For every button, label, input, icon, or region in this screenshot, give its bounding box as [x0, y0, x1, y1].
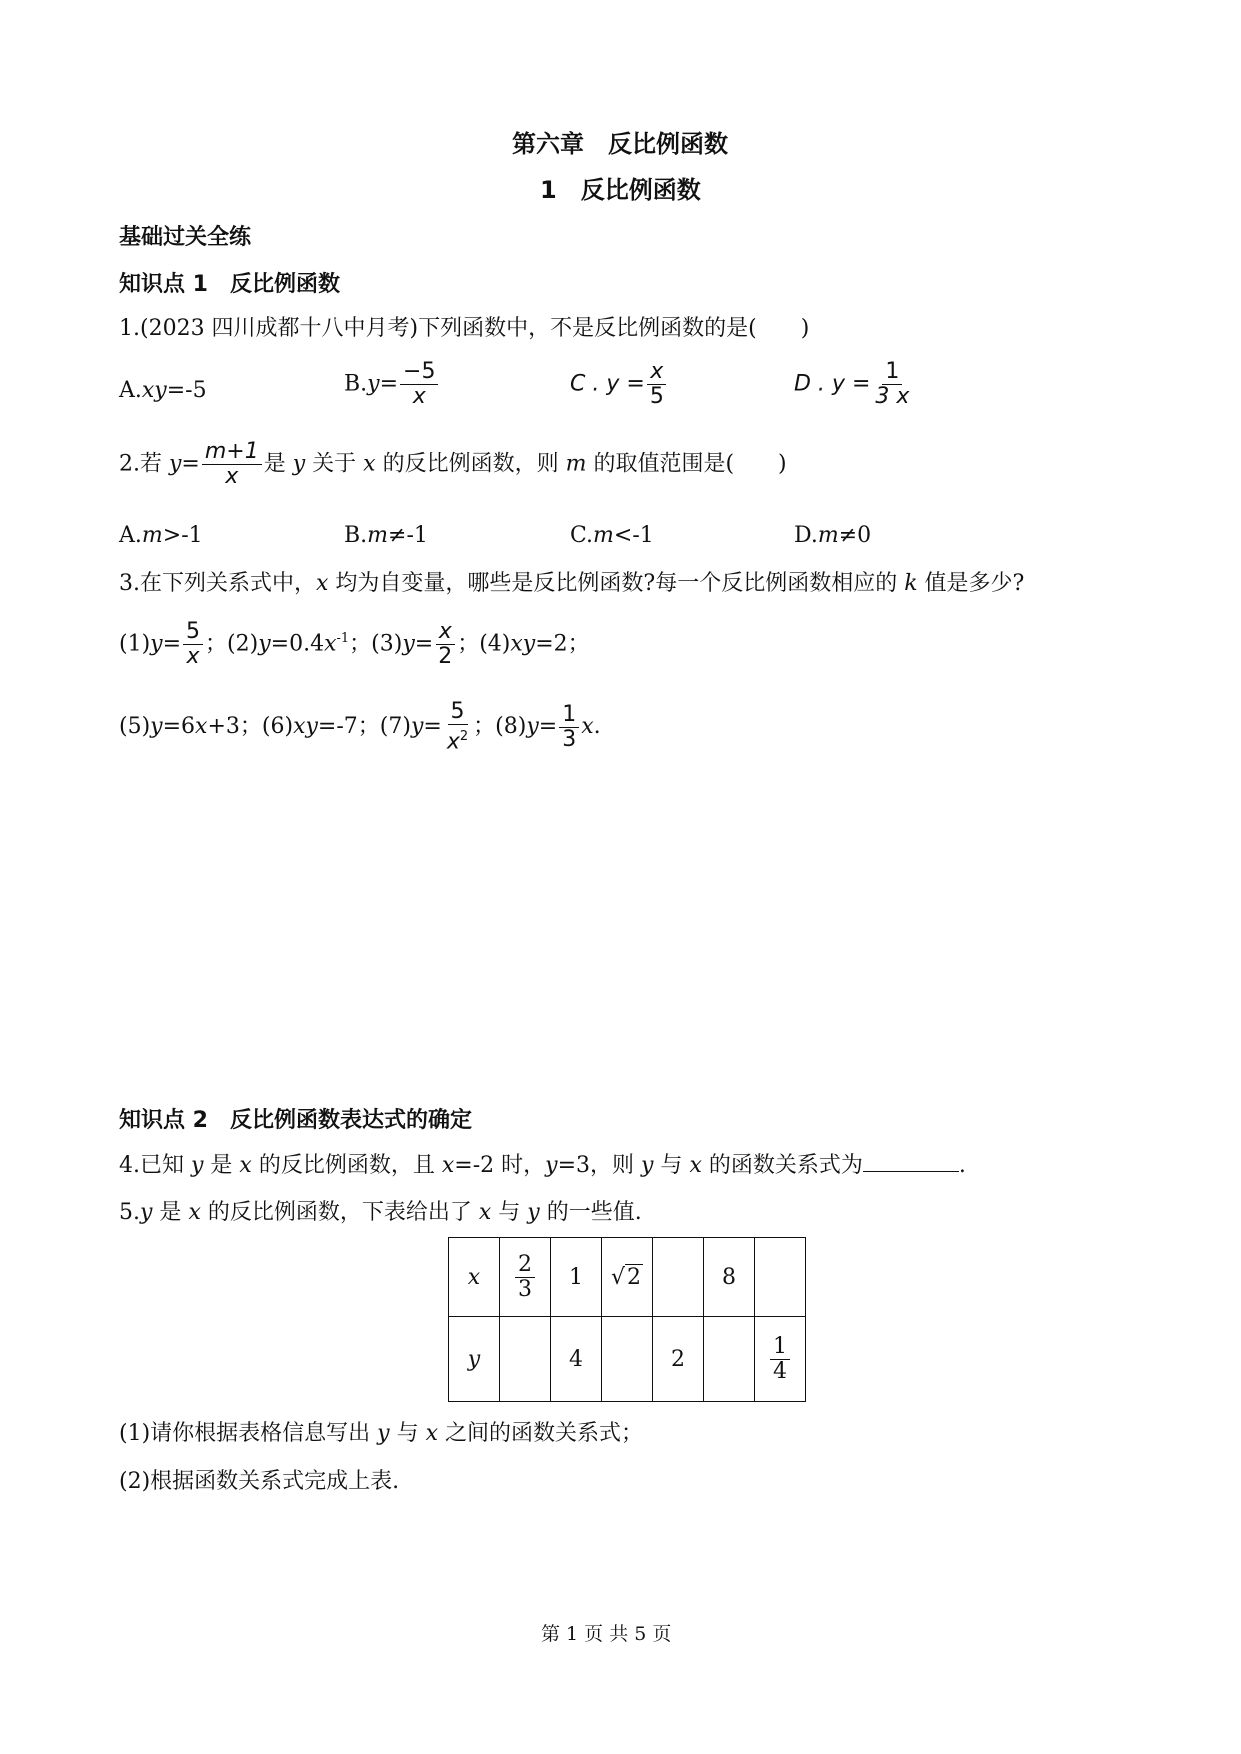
q4-text-5: 与 [653, 1153, 690, 1178]
q2-option-c-label: C. [570, 523, 594, 548]
q5-s1-text-1: 与 [389, 1421, 426, 1446]
question-3-line-1 [119, 620, 590, 669]
q3-item-8-var: y [526, 714, 539, 740]
q4-var-6: x [689, 1153, 702, 1178]
question-1-option-c [570, 360, 669, 409]
q5-text-3: 与 [491, 1200, 528, 1225]
question-2-option-a [119, 522, 203, 550]
q4-var-5: y [641, 1153, 654, 1178]
q4-var-1: y [190, 1153, 204, 1178]
option-a-rest: =-5 [166, 378, 207, 403]
q3-var-x: x [316, 571, 329, 596]
sqrt-icon: √ [610, 1264, 626, 1290]
q3-item-5-rest: +3； [207, 714, 262, 740]
q3-item-5-label: (5) [119, 714, 151, 740]
option-d-numerator: 1 [882, 360, 902, 385]
table-y-cell-1[interactable] [500, 1317, 551, 1402]
q2-option-d-label: D. [794, 523, 818, 548]
q4-answer-blank[interactable] [863, 1151, 959, 1172]
q4-text-2: 的反比例函数，且 [251, 1153, 442, 1178]
q5-s1-var-1: y [377, 1421, 390, 1446]
q4-var-4: y [545, 1153, 558, 1178]
table-y-cell-6-num: 1 [770, 1335, 790, 1360]
q3-item-3-label: ；(3) [349, 631, 403, 657]
q3-var-k: k [904, 571, 918, 596]
q2-var-x: x [363, 451, 376, 477]
q4-pre: 4.已知 [119, 1153, 191, 1178]
table-y-cell-5[interactable] [704, 1317, 755, 1402]
q3-item-8-end: . [593, 714, 601, 740]
question-3-stem [119, 570, 1024, 598]
table-y-cell-3[interactable] [602, 1317, 653, 1402]
q2-text-2: 关于 [305, 451, 364, 477]
option-d-lhs: y = [831, 371, 871, 397]
q4-var-2: x [239, 1153, 252, 1178]
q2-fraction [202, 440, 262, 489]
question-1-option-b [344, 360, 440, 409]
q2-text-4: 的取值范围是( ) [586, 451, 787, 477]
q3-item-8-num: 1 [559, 703, 579, 728]
option-b-lhs: y= [367, 371, 399, 397]
option-d-fraction [872, 360, 912, 409]
q4-text-4: =3，则 [557, 1153, 641, 1178]
q3-item-3-var: y [402, 631, 415, 657]
q2-numerator: m+1 [202, 440, 262, 465]
q3-item-7-exponent: 2 [459, 729, 469, 744]
question-5-sub-1 [119, 1420, 643, 1448]
question-2-option-b [344, 522, 428, 550]
q3-item-7-label: (7) [379, 714, 411, 740]
q3-item-1-eq: = [162, 631, 182, 657]
q2-option-b-var: m [367, 523, 389, 548]
q3-item-1-fraction [183, 620, 203, 669]
q3-item-4-var: xy [510, 631, 536, 657]
q2-var-y: y [292, 451, 306, 477]
option-d-denominator: 3 x [875, 384, 910, 409]
q3-item-8-fraction [559, 703, 579, 752]
q5-s1-text-2: 之间的函数关系式； [438, 1421, 644, 1446]
knowledge-point-1-heading: 知识点 1 反比例函数 [119, 272, 340, 297]
q3-item-2-label: ；(2) [205, 631, 259, 657]
question-1-stem: 1.(2023 四川成都十八中月考)下列函数中，不是反比例函数的是( ) [119, 316, 810, 341]
section-title: 1 反比例函数 [540, 176, 701, 204]
option-b-denominator: x [412, 384, 426, 409]
table-row-y [449, 1317, 806, 1402]
option-b-numerator: −5 [400, 360, 438, 385]
section-basic-heading: 基础过关全练 [119, 225, 252, 250]
option-c-fraction [647, 360, 667, 409]
q5-var-1: y [140, 1200, 153, 1225]
table-y-cell-2: 4 [551, 1317, 602, 1402]
q5-text-2: 的反比例函数，下表给出了 [200, 1200, 479, 1225]
q3-item-3-fraction [435, 620, 455, 669]
option-a-expr: xy [141, 378, 167, 403]
q3-item-7-den: x [446, 729, 460, 755]
xy-value-table [448, 1237, 806, 1402]
table-x-cell-3 [602, 1238, 653, 1317]
q3-item-8-label: ；(8) [473, 714, 527, 740]
q3-item-7-fraction [444, 700, 471, 754]
table-x-cell-2: 1 [551, 1238, 602, 1317]
table-y-cell-4: 2 [653, 1317, 704, 1402]
q3-item-3-num: x [436, 620, 455, 645]
q4-text-1: 是 [203, 1153, 240, 1178]
q5-s1-var-2: x [425, 1421, 439, 1446]
q2-option-c-rest: <-1 [613, 523, 654, 548]
q3-item-2-eq: =0.4 [270, 631, 325, 657]
option-b-label: B. [344, 371, 368, 397]
q3-item-3-eq: = [414, 631, 434, 657]
q3-item-1-den: x [186, 644, 200, 669]
q2-option-a-var: m [141, 523, 163, 548]
table-x-cell-1-num: 2 [515, 1253, 535, 1278]
question-4-stem [119, 1151, 966, 1180]
q3-mid: 均为自变量，哪些是反比例函数?每一个反比例函数相应的 [328, 571, 905, 596]
q4-var-3: x [441, 1153, 455, 1178]
q3-item-5-x: x [195, 714, 208, 740]
option-b-fraction [400, 360, 438, 409]
q5-s1-pre: (1)请你根据表格信息写出 [119, 1421, 378, 1446]
q3-item-8-x: x [581, 714, 594, 740]
q3-item-8-den: 3 [562, 726, 577, 752]
page-footer: 第 1 页 共 5 页 [541, 1623, 672, 1645]
q2-lhs: y= [168, 451, 200, 477]
q3-item-1-label: (1) [119, 631, 151, 657]
q2-var-m: m [565, 451, 587, 477]
table-x-label: x [449, 1238, 500, 1317]
q3-item-6-eq: =-7； [317, 714, 380, 740]
table-x-cell-1 [500, 1238, 551, 1317]
table-y-label: y [449, 1317, 500, 1402]
q2-option-b-label: B. [344, 523, 368, 548]
q2-option-a-label: A. [119, 523, 142, 548]
q3-item-7-num: 5 [448, 700, 468, 725]
question-2-option-d [794, 522, 871, 550]
q4-text-3: =-2 时， [454, 1153, 546, 1178]
q3-item-5-var: y [150, 714, 163, 740]
q3-item-4-eq: =2； [535, 631, 590, 657]
q5-var-2: x [188, 1200, 201, 1225]
table-x-cell-6[interactable] [755, 1238, 806, 1317]
q2-text-3: 的反比例函数，则 [375, 451, 566, 477]
table-x-cell-3-radicand: 2 [627, 1264, 642, 1290]
q5-text-4: 的一些值. [539, 1200, 642, 1225]
question-1-option-a [119, 377, 207, 405]
q2-text-1: 是 [263, 451, 293, 477]
option-c-numerator: x [647, 360, 666, 385]
question-1-option-d [794, 360, 914, 409]
q2-pre: 2.若 [119, 451, 169, 477]
q5-var-3: x [478, 1200, 492, 1225]
option-c-label: C . [570, 371, 600, 397]
question-5-stem [119, 1199, 642, 1227]
q5-text-1: 是 [152, 1200, 189, 1225]
q5-var-4: y [527, 1200, 540, 1225]
q2-option-a-rest: >-1 [162, 523, 203, 548]
q3-item-6-var: xy [293, 714, 318, 740]
q2-denominator: x [225, 464, 239, 489]
q3-item-1-num: 5 [183, 620, 203, 645]
table-x-cell-5: 8 [704, 1238, 755, 1317]
option-d-label: D . [794, 371, 825, 397]
q2-option-b-rest: ≠-1 [388, 523, 428, 548]
option-c-denominator: 5 [649, 384, 664, 409]
q3-item-3-den: 2 [438, 644, 453, 669]
question-2-stem [119, 440, 787, 489]
option-c-lhs: y = [606, 371, 645, 397]
q3-item-8-eq: = [538, 714, 558, 740]
q4-text-6: 的函数关系式为 [701, 1153, 863, 1178]
q2-option-d-var: m [817, 523, 839, 548]
table-row-x [449, 1238, 806, 1317]
question-3-line-2 [119, 700, 601, 754]
q3-item-7-var: y [410, 714, 424, 740]
q3-item-2-x: x [324, 631, 337, 657]
q3-pre: 3.在下列关系式中， [119, 571, 316, 596]
q3-item-4-label: ；(4) [457, 631, 511, 657]
q2-option-d-rest: ≠0 [838, 523, 872, 548]
q4-end: . [958, 1153, 966, 1178]
q3-item-1-var: y [150, 631, 163, 657]
q3-post: 值是多少? [917, 571, 1025, 596]
q3-item-2-var: y [258, 631, 271, 657]
chapter-title: 第六章 反比例函数 [512, 130, 728, 158]
q2-option-c-var: m [593, 523, 614, 548]
q3-item-6-label: (6) [261, 714, 294, 740]
knowledge-point-2-heading: 知识点 2 反比例函数表达式的确定 [119, 1108, 472, 1133]
q3-item-2-exponent: -1 [336, 631, 350, 647]
question-2-option-c [570, 522, 654, 550]
q5-pre: 5. [119, 1200, 140, 1225]
option-a-label: A. [119, 378, 142, 403]
question-5-sub-2: (2)根据函数关系式完成上表. [119, 1469, 400, 1494]
table-x-cell-4[interactable] [653, 1238, 704, 1317]
q3-item-5-eq: =6 [162, 714, 196, 740]
table-x-cell-1-den: 3 [518, 1276, 532, 1302]
table-y-cell-6 [755, 1317, 806, 1402]
q3-item-7-eq: = [423, 714, 442, 740]
table-y-cell-6-den: 4 [773, 1358, 787, 1384]
